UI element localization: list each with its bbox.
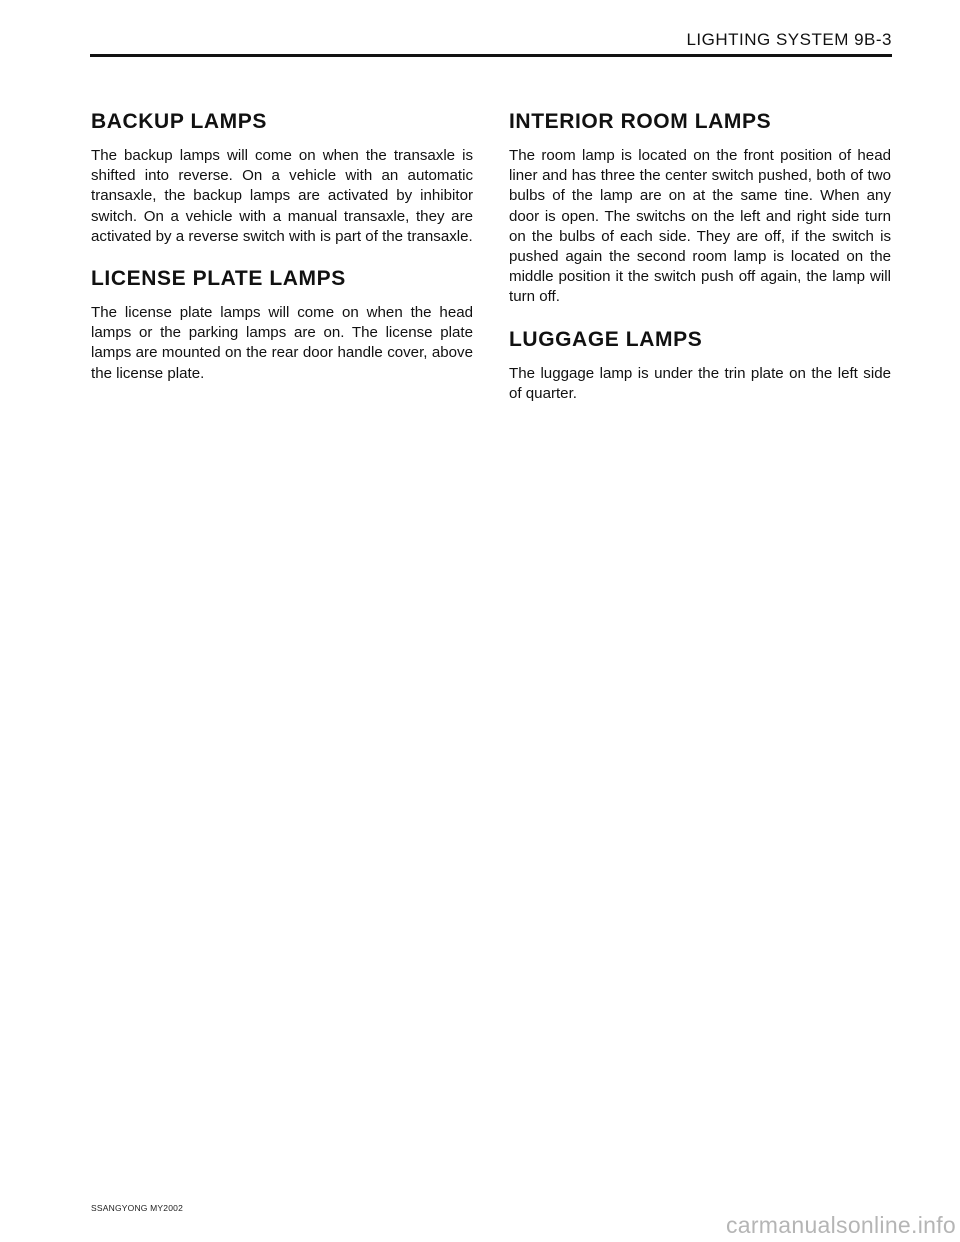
watermark-text: carmanualsonline.info [725, 1212, 956, 1238]
section-body: The room lamp is located on the front position of head liner and has three the center switch pushed, both of two bulbs of the lamp are on at the same tine. When any door is open. The switchs on the left and right side turn on the bulbs of each side. They are off, if the switch is pushed again the second room lamp is located on the middle position it the switch push off again, the lamp will turn off. [509, 147, 891, 306]
section-luggage-lamps [509, 326, 891, 404]
page-header-title: LIGHTING SYSTEM 9B-3 [686, 30, 892, 49]
footer-model-label: SSANGYONG MY2002 [91, 1203, 184, 1213]
left-column [91, 108, 473, 402]
section-backup-lamps [91, 108, 473, 247]
section-heading: BACKUP LAMPS [91, 110, 267, 133]
section-license-plate-lamps [91, 265, 473, 384]
header-rule [90, 54, 892, 57]
section-body: The license plate lamps will come on when the head lamps or the parking lamps are on. The license plate lamps are mounted on the rear door handle cover, above the license plate. [91, 304, 473, 382]
right-column [509, 108, 891, 422]
section-heading: LUGGAGE LAMPS [509, 327, 703, 351]
section-body: The luggage lamp is under the trin plate on the left side of quarter. [509, 364, 891, 402]
section-body: The backup lamps will come on when the transaxle is shifted into reverse. On a vehicle with an automatic transaxle, the backup lamps are activated by inhibitor switch. On a vehicle with a manual transaxle, they are activated by a reverse switch with is part of the transaxle. [91, 147, 473, 245]
section-heading: INTERIOR ROOM LAMPS [509, 110, 772, 133]
section-interior-room-lamps [509, 108, 891, 308]
section-heading: LICENSE PLATE LAMPS [91, 267, 346, 291]
